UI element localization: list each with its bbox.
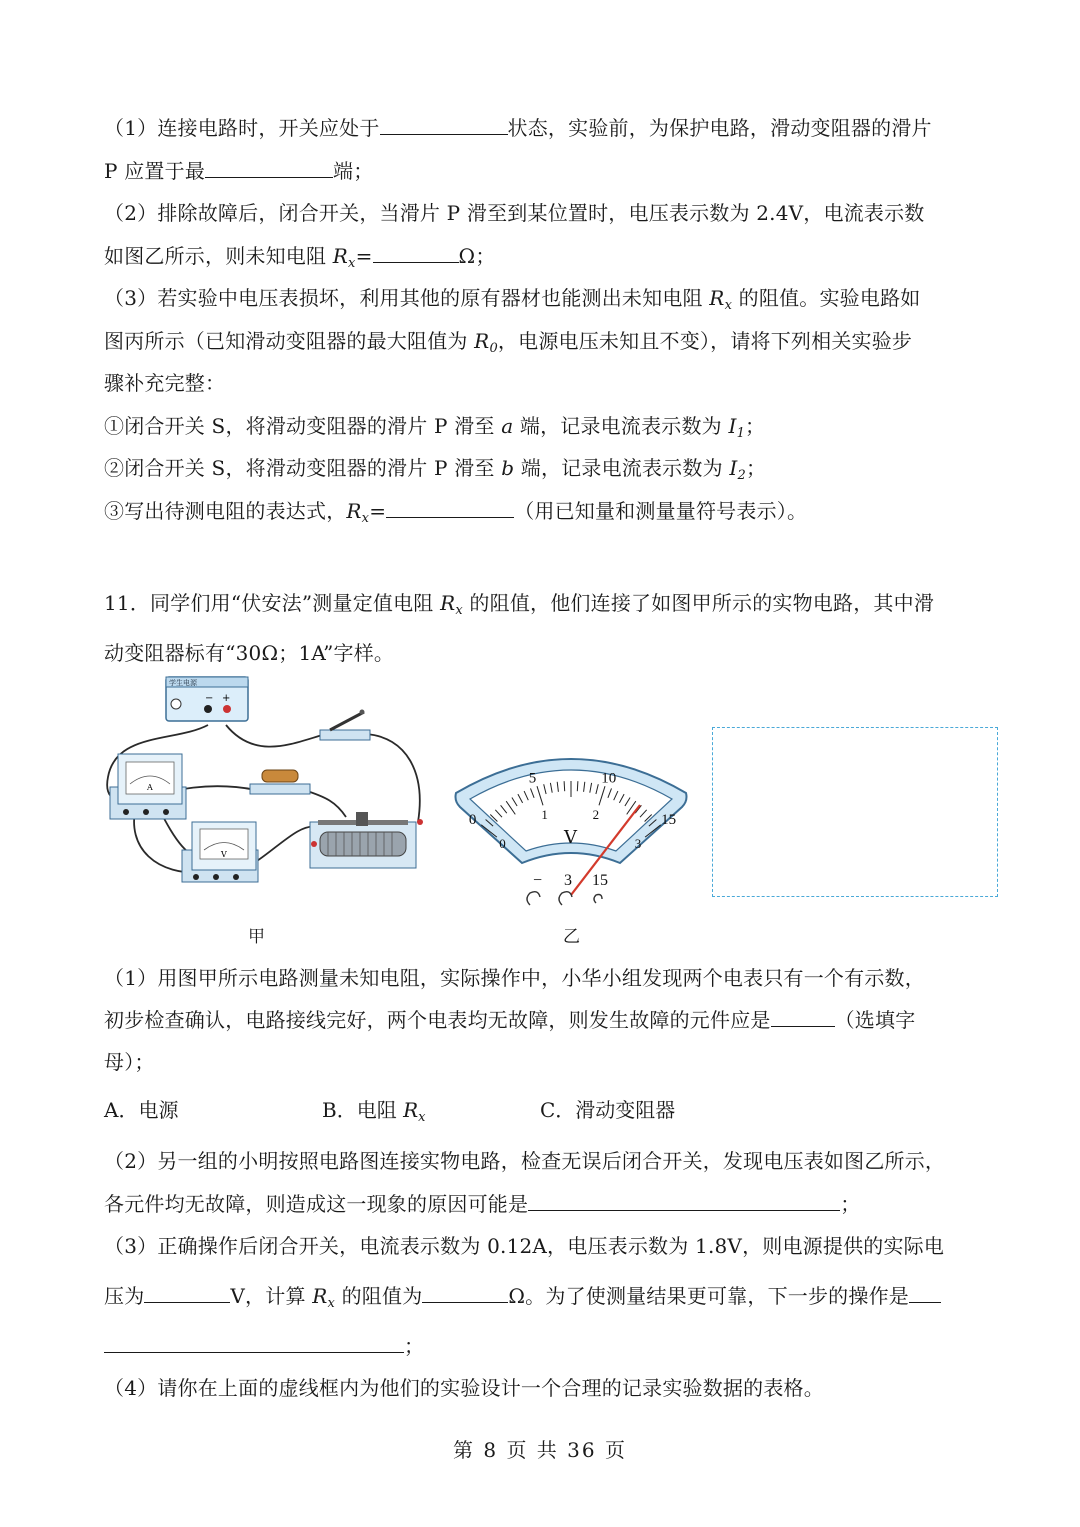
answer-blank[interactable]: [422, 1284, 508, 1303]
answer-blank[interactable]: [386, 499, 514, 518]
dial-tick: [577, 781, 578, 791]
q11-part1-line3: 母）；: [104, 1050, 155, 1074]
rheostat: [310, 812, 423, 868]
terminal-3-label: 3: [564, 872, 572, 889]
page-footer: 第 8 页 共 36 页: [453, 1438, 627, 1462]
figure-caption-jia: 甲: [248, 927, 265, 947]
answer-blank[interactable]: [380, 116, 508, 135]
answer-blank[interactable]: [104, 1334, 404, 1353]
q11-part3-line2: 压为 V，计算 $R_x$ 的阻值为 Ω。为了使测量结果更可靠，下一步的操作是: [104, 1280, 941, 1311]
q11-part3-line3: ；: [104, 1330, 424, 1359]
dial-big-scale-label: 5: [528, 770, 537, 787]
answer-blank[interactable]: [528, 1192, 840, 1211]
answer-blank[interactable]: [205, 159, 333, 178]
option-b[interactable]: B．电阻 $R_x$: [322, 1098, 426, 1125]
answer-blank[interactable]: [144, 1284, 230, 1303]
power-supply: [166, 677, 248, 721]
q10-step2: ②闭合开关 S，将滑动变阻器的滑片 P 滑至 b 端，记录电流表示数为 $I_2$；: [104, 456, 767, 483]
answer-blank[interactable]: [373, 244, 459, 263]
dial-small-scale-label: 1: [541, 806, 548, 822]
ammeter-letter: A: [147, 783, 153, 792]
q10-part1-line1: （1）连接电路时，开关应处于 状态，实验前，为保护电路，滑动变阻器的滑片: [104, 116, 932, 140]
q10-part3-line1: （3）若实验中电压表损坏，利用其他的原有器材也能测出未知电阻 $R_x$ 的阻值。实验电路如: [104, 286, 921, 313]
q11-part1-line2: 初步检查确认，电路接线完好，两个电表均无故障，则发生故障的元件应是 （选填字: [104, 1008, 916, 1032]
answer-blank[interactable]: [771, 1008, 835, 1027]
q11-part4: （4）请你在上面的虚线框内为他们的实验设计一个合理的记录实验数据的表格。: [104, 1376, 824, 1400]
q10-part3-line2: 图丙所示（已知滑动变阻器的最大阻值为 $R_0$，电源电压未知且不变），请将下列相关实验步: [104, 329, 913, 356]
q10-part1-line2: P 应置于最 端；: [104, 159, 374, 183]
svg-text:−: −: [205, 693, 214, 704]
circuit-figure: [96, 672, 440, 902]
terminal-15-label: 15: [592, 872, 608, 889]
terminal-negative-label: −: [533, 872, 543, 889]
answer-blank[interactable]: [909, 1284, 941, 1303]
q11-part2-line2: 各元件均无故障，则造成这一现象的原因可能是 ；: [104, 1192, 861, 1216]
q11-part2-line1: （2）另一组的小明按照电路图连接实物电路，检查无误后闭合开关，发现电压表如图乙所示，: [104, 1149, 946, 1173]
q10-step3: ③写出待测电阻的表达式，$R_x=$ （用已知量和测量量符号表示）。: [104, 499, 808, 526]
voltmeter: [182, 822, 258, 882]
q10-part2-line1: （2）排除故障后，闭合开关，当滑片 P 滑至到某位置时，电压表示数为 2.4V，电流表示数: [104, 201, 925, 225]
dial-big-scale-label: 0: [468, 811, 477, 828]
option-a[interactable]: A．电源: [104, 1098, 179, 1122]
figure-caption-yi: 乙: [563, 927, 580, 947]
power-supply-label: 学生电源: [169, 680, 197, 687]
switch: [320, 710, 370, 741]
svg-text:+: +: [222, 693, 231, 704]
ammeter: [110, 754, 186, 819]
dial-tick: [564, 781, 565, 791]
q11-stem-line2: 动变阻器标有“30Ω；1A”字样。: [104, 641, 395, 665]
q11-part1-line1: （1）用图甲所示电路测量未知电阻，实际操作中，小华小组发现两个电表只有一个有示数，: [104, 966, 925, 990]
dial-big-scale-label: 15: [661, 811, 677, 828]
voltmeter-letter: V: [221, 850, 227, 859]
q10-step1: ①闭合开关 S，将滑动变阻器的滑片 P 滑至 a 端，记录电流表示数为 $I_1$；: [104, 414, 766, 441]
option-c[interactable]: C．滑动变阻器: [540, 1098, 676, 1122]
dial-terminals: [533, 872, 608, 889]
q10-part2-line2: 如图乙所示，则未知电阻 $R_x= \Omega$；: [104, 244, 496, 271]
dial-small-scale-label: 2: [592, 806, 600, 822]
dial-unit-letter: V: [564, 827, 577, 848]
q11-part3-line1: （3）正确操作后闭合开关，电流表示数为 0.12A，电压表示数为 1.8V，则电源提供的实际电: [104, 1234, 945, 1258]
dial-small-scale-label: 0: [499, 836, 506, 852]
resistor-rx: [250, 770, 310, 794]
voltmeter-dial-figure: [450, 745, 692, 917]
dial-big-scale-label: 10: [601, 770, 617, 787]
dial-small-scale-label: 3: [634, 836, 642, 852]
q10-part3-line3: 骤补充完整：: [104, 371, 226, 395]
q11-stem-line1: 11．同学们用“伏安法”测量定值电阻 $R_x$ 的阻值，他们连接了如图甲所示的实物电路，其中滑: [104, 591, 935, 618]
table-drawing-box[interactable]: [712, 727, 998, 897]
